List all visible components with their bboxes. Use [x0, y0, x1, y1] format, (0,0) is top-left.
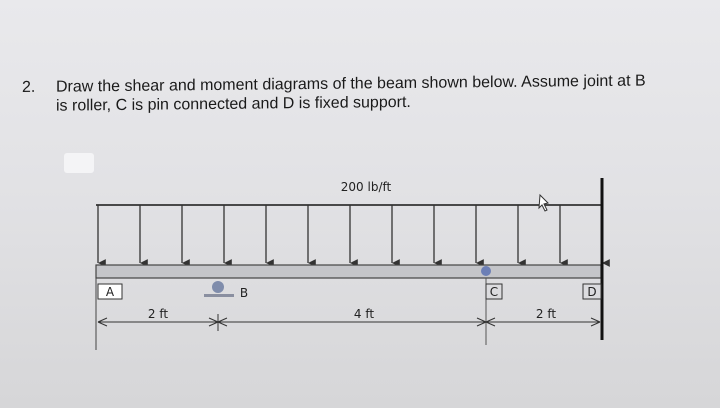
load-label: 200 lb/ft [340, 180, 392, 194]
problem-line-1: Draw the shear and moment diagrams of the beam shown below. Assume joint at B [56, 72, 646, 96]
label-c: C [489, 285, 499, 299]
span-bc: 4 ft [353, 307, 375, 321]
cursor-mark [539, 195, 548, 211]
roller-support-b [204, 281, 234, 297]
problem-number: 2. [22, 78, 36, 96]
problem-line-2: is roller, C is pin connected and D is fixed support. [56, 93, 411, 115]
distributed-load [96, 205, 602, 263]
label-b: B [239, 286, 249, 300]
span-cd: 2 ft [535, 307, 557, 321]
dimension-line [98, 314, 600, 331]
beam [96, 265, 601, 278]
label-d: D [587, 285, 597, 299]
span-ab: 2 ft [147, 307, 169, 321]
label-a: A [105, 285, 115, 299]
load-arrows [98, 205, 602, 263]
